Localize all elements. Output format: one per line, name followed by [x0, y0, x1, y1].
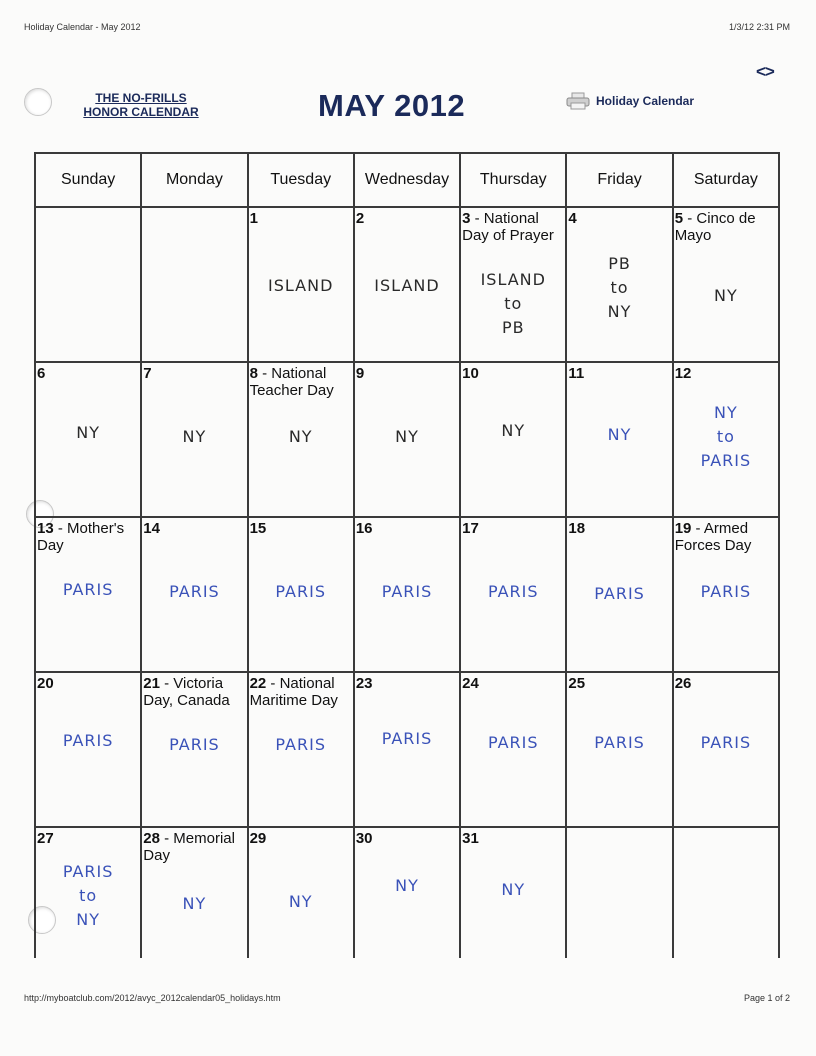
day-number: 2 — [355, 210, 365, 227]
day-number: 9 — [355, 365, 365, 382]
day-number: 30 — [355, 830, 373, 847]
calendar-day-cell[interactable] — [566, 362, 672, 517]
day-label — [567, 518, 671, 537]
calendar-week-row — [35, 362, 779, 517]
calendar-day-cell[interactable] — [248, 517, 354, 672]
day-label — [355, 518, 459, 537]
handwritten-note: PARIS — [700, 582, 752, 601]
day-number: 27 — [37, 830, 54, 847]
day-label — [36, 363, 140, 382]
handwritten-note: NY — [607, 425, 632, 444]
day-label — [142, 518, 246, 537]
day-label — [567, 363, 671, 382]
day-number: 14 — [143, 520, 160, 537]
handwritten-note: NY — [182, 894, 207, 913]
calendar-day-cell[interactable] — [354, 362, 460, 517]
day-label — [461, 673, 565, 692]
handwritten-note: PB to NY — [607, 254, 632, 321]
day-label — [36, 828, 140, 847]
day-number: 31 — [462, 830, 479, 847]
printer-icon — [566, 92, 590, 110]
handwritten-note: PARIS — [381, 582, 433, 601]
calendar-day-cell[interactable] — [566, 672, 672, 827]
calendar-day-cell[interactable] — [248, 207, 354, 362]
holiday-name: - National Maritime Day — [249, 675, 338, 709]
day-label — [567, 208, 671, 227]
day-number: 4 — [568, 210, 577, 227]
calendar-day-cell[interactable] — [141, 517, 247, 672]
print-footer-page: Page 1 of 2 — [743, 993, 790, 1003]
calendar-day-cell[interactable] — [460, 207, 566, 362]
calendar-week-row — [35, 517, 779, 672]
handwritten-note: NY — [76, 423, 101, 442]
day-number: 1 — [249, 210, 258, 227]
day-label — [355, 363, 459, 382]
day-label — [567, 673, 671, 692]
weekday-header: Thursday — [460, 153, 566, 207]
day-label — [249, 828, 353, 847]
calendar-day-cell[interactable] — [141, 827, 247, 958]
calendar-day-cell[interactable] — [35, 362, 141, 517]
calendar-day-cell[interactable] — [566, 517, 672, 672]
calendar-day-cell[interactable] — [566, 207, 672, 362]
holiday-name: - Memorial Day — [143, 830, 235, 864]
day-label — [249, 673, 353, 709]
handwritten-note: PARIS — [381, 729, 433, 748]
handwritten-note: PARIS — [275, 582, 326, 601]
honor-title-line2: HONOR CALENDAR — [83, 105, 199, 119]
day-label — [36, 673, 140, 692]
calendar-grid — [34, 152, 780, 958]
weekday-header-row — [35, 153, 779, 207]
calendar-day-cell[interactable] — [141, 672, 247, 827]
calendar-day-cell[interactable] — [35, 517, 141, 672]
day-number: 3 — [462, 210, 471, 227]
calendar-day-cell[interactable] — [673, 672, 779, 827]
weekday-header: Sunday — [35, 153, 141, 207]
calendar-day-cell[interactable] — [354, 672, 460, 827]
day-number: 21 — [143, 675, 160, 692]
day-number: 28 — [143, 830, 160, 847]
day-label — [249, 363, 353, 399]
holiday-calendar-link[interactable] — [566, 92, 694, 110]
handwritten-note: PARIS — [169, 735, 220, 754]
day-number: 16 — [355, 520, 373, 537]
day-label — [355, 208, 459, 227]
handwritten-note: PARIS — [594, 584, 645, 603]
honor-calendar-title[interactable] — [72, 91, 210, 119]
calendar-day-cell[interactable] — [35, 672, 141, 827]
weekday-header: Tuesday — [248, 153, 354, 207]
handwritten-note: NY to PARIS — [700, 403, 752, 470]
honor-title-line1: THE NO-FRILLS — [95, 91, 187, 105]
holiday-name: - Armed Forces Day — [674, 520, 752, 554]
weekday-header: Wednesday — [354, 153, 460, 207]
handwritten-note: NY — [713, 286, 738, 305]
calendar-day-cell[interactable] — [460, 362, 566, 517]
calendar-day-cell[interactable] — [248, 672, 354, 827]
holiday-calendar-label: Holiday Calendar — [596, 94, 695, 108]
day-label — [249, 208, 353, 227]
handwritten-note: NY — [182, 427, 207, 446]
weekday-header: Friday — [566, 153, 672, 207]
holiday-name: - National Day of Prayer — [462, 210, 554, 244]
day-number: 18 — [568, 520, 586, 537]
print-header-title: Holiday Calendar - May 2012 — [24, 22, 141, 32]
day-number: 6 — [37, 365, 46, 382]
day-label — [249, 518, 353, 537]
calendar-day-cell[interactable] — [566, 827, 672, 958]
day-number: 29 — [249, 830, 267, 847]
calendar-day-cell[interactable] — [35, 827, 141, 958]
handwritten-note: PARIS — [169, 582, 220, 601]
handwritten-note: PARIS — [62, 731, 114, 750]
day-label — [36, 518, 140, 554]
calendar-day-cell[interactable] — [248, 362, 354, 517]
day-label — [355, 828, 459, 847]
day-number: 22 — [249, 675, 267, 692]
day-label — [461, 828, 565, 847]
handwritten-note: NY — [501, 421, 526, 440]
handwritten-note: PARIS to NY — [62, 862, 114, 929]
handwritten-note: NY — [395, 427, 419, 446]
handwritten-note: PARIS — [62, 580, 114, 599]
holiday-name: - National Teacher Day — [249, 365, 334, 399]
holiday-name: - Mother's Day — [37, 520, 125, 554]
day-label — [674, 363, 778, 382]
calendar-day-cell[interactable] — [673, 362, 779, 517]
day-label — [355, 673, 459, 692]
day-number: 10 — [462, 365, 479, 382]
calendar-week-row — [35, 672, 779, 827]
handwritten-note: NY — [288, 427, 313, 446]
calendar-day-cell[interactable] — [673, 517, 779, 672]
day-label — [461, 363, 565, 382]
handwritten-note: PARIS — [487, 733, 539, 752]
day-number: 23 — [355, 675, 373, 692]
holiday-name: - Cinco de Mayo — [674, 210, 756, 244]
punch-hole — [24, 88, 52, 116]
day-number: 8 — [249, 365, 258, 382]
calendar-day-cell[interactable] — [354, 207, 460, 362]
page-title: MAY 2012 — [318, 88, 466, 123]
handwritten-note: PARIS — [275, 735, 326, 754]
calendar-day-cell[interactable] — [460, 517, 566, 672]
calendar-day-cell[interactable] — [460, 672, 566, 827]
calendar-day-cell[interactable] — [248, 827, 354, 958]
weekday-header: Monday — [141, 153, 247, 207]
day-label — [142, 828, 246, 864]
handwritten-note: PARIS — [594, 733, 645, 752]
calendar-day-cell[interactable] — [673, 207, 779, 362]
handwritten-note: NY — [395, 876, 419, 895]
day-number: 26 — [674, 675, 692, 692]
handwritten-note: NY — [288, 892, 313, 911]
print-footer-url[interactable]: http://myboatclub.com/2012/avyc_2012calendar05_holidays.htm — [24, 993, 281, 1003]
nav-arrows-icon[interactable]: <> — [756, 62, 774, 81]
day-number: 24 — [462, 675, 479, 692]
day-number: 25 — [568, 675, 586, 692]
calendar-day-cell[interactable] — [141, 207, 247, 362]
calendar-day-cell[interactable] — [35, 207, 141, 362]
day-number: 19 — [674, 520, 692, 537]
day-number: 7 — [143, 365, 152, 382]
handwritten-note: ISLAND — [268, 276, 334, 295]
day-label — [461, 518, 565, 537]
day-number: 12 — [674, 365, 692, 382]
day-number: 5 — [674, 210, 684, 227]
day-label — [142, 363, 246, 382]
day-label — [461, 208, 565, 244]
weekday-header: Saturday — [673, 153, 779, 207]
print-header-timestamp: 1/3/12 2:31 PM — [728, 22, 790, 32]
day-number: 15 — [249, 520, 267, 537]
handwritten-note: PARIS — [700, 733, 752, 752]
calendar-week-row — [35, 207, 779, 362]
day-label — [142, 673, 246, 709]
calendar-day-cell[interactable] — [354, 827, 460, 958]
calendar-day-cell[interactable] — [460, 827, 566, 958]
calendar-day-cell[interactable] — [673, 827, 779, 958]
calendar-week-row — [35, 827, 779, 958]
day-number: 20 — [37, 675, 54, 692]
day-label — [674, 673, 778, 692]
day-number: 17 — [462, 520, 479, 537]
handwritten-note: NY — [501, 880, 526, 899]
day-number: 13 — [37, 520, 54, 537]
day-label — [674, 518, 778, 554]
calendar-day-cell[interactable] — [354, 517, 460, 672]
handwritten-note: ISLAND to PB — [480, 270, 546, 337]
day-label — [674, 208, 778, 244]
holiday-name: - Victoria Day, Canada — [143, 675, 230, 709]
calendar-day-cell[interactable] — [141, 362, 247, 517]
day-number: 11 — [568, 365, 585, 382]
handwritten-note: ISLAND — [374, 276, 440, 295]
handwritten-note: PARIS — [487, 582, 539, 601]
